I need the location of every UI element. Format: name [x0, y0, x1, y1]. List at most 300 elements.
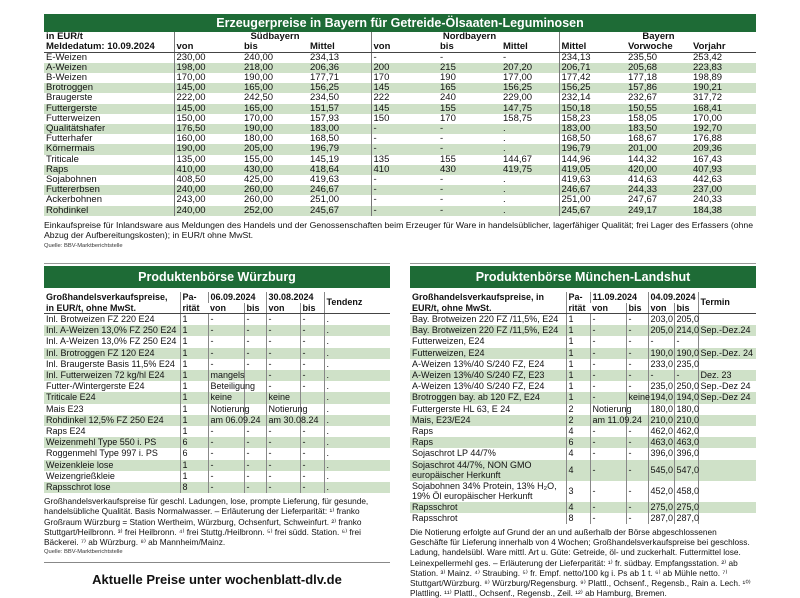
table-cell: 205,00: [244, 143, 274, 155]
table-cell: -: [244, 482, 266, 493]
table-cell: 1: [180, 381, 208, 392]
table-cell: 156,25: [503, 82, 533, 94]
table-cell: -: [590, 348, 626, 359]
produktenboerse-muenchen-landshut: [410, 263, 756, 598]
table-row: [410, 359, 756, 370]
muenchen-title: Produktenbörse München-Landshut: [410, 266, 756, 288]
table-cell: .: [324, 471, 390, 482]
table-row: [44, 381, 390, 392]
table-cell: 155,00: [244, 153, 274, 165]
table-cell: -: [626, 460, 648, 481]
table-row: [44, 359, 390, 370]
table-row: [44, 426, 390, 437]
table-cell: 251,00: [310, 194, 340, 206]
table-cell: 214,0: [674, 325, 698, 336]
table-cell: 170,00: [174, 73, 242, 83]
table-cell: -: [626, 426, 648, 437]
col-von: von: [590, 303, 626, 314]
table-cell: [698, 404, 756, 415]
table-cell: -: [300, 460, 324, 471]
table-cell: -: [440, 143, 444, 155]
table-cell: .: [324, 460, 390, 471]
table-cell: 1: [180, 426, 208, 437]
table-cell: 145,00: [174, 83, 242, 93]
table-cell: -: [590, 481, 626, 502]
table-row: [410, 415, 756, 426]
table-cell: -: [371, 175, 438, 185]
table-cell: 222: [371, 93, 438, 103]
table-cell: 205,0: [674, 314, 698, 326]
table-cell: -: [440, 194, 444, 206]
table-cell: 4: [566, 502, 590, 513]
table-cell: keine: [266, 392, 300, 403]
table-cell: [698, 437, 756, 448]
row-label: Raps: [46, 163, 69, 175]
table-cell: -: [266, 348, 300, 359]
row-label: A-Weizen 13%/40 S/240 FZ, E24: [412, 381, 545, 392]
table-cell: -: [626, 314, 648, 326]
table-cell: -: [208, 426, 244, 437]
table-cell: -: [590, 325, 626, 336]
header-row: [410, 292, 756, 303]
table-row: [410, 481, 756, 502]
table-cell: 215: [440, 61, 456, 73]
table-cell: [698, 460, 756, 481]
table-row: [410, 448, 756, 459]
table-cell: am 06.09.24: [208, 415, 244, 426]
row-label: Brotroggen bay. ab 120 FZ, E24: [412, 392, 540, 403]
table-cell: Notierung: [208, 404, 244, 415]
table-cell: [698, 513, 756, 524]
table-cell: 158,23: [559, 114, 626, 124]
table-cell: 151,57: [310, 102, 340, 114]
table-cell: 183,50: [628, 122, 658, 134]
col-von: von: [174, 42, 242, 52]
row-label: Weizenkleie lose: [46, 459, 114, 470]
table-cell: 4: [566, 426, 590, 437]
table-cell: -: [626, 348, 648, 359]
table-cell: .: [324, 448, 390, 459]
table-cell: 249,17: [628, 204, 658, 216]
table-cell: 1: [180, 314, 208, 326]
table-cell: 160,00: [174, 134, 242, 144]
row-label: A-Weizen 13%/40 S/240 FZ, E23: [412, 370, 545, 381]
table-cell: 194,0: [648, 392, 674, 403]
table-cell: 240,00: [174, 185, 242, 195]
table-cell: -: [208, 314, 244, 326]
row-label: Sojabohnen: [46, 173, 97, 185]
table-cell: 4: [566, 460, 590, 481]
row-label: A-Weizen 13%/40 S/240 FZ, E24: [412, 358, 545, 369]
row-label: Ackerbohnen: [46, 194, 102, 206]
table-row: [410, 404, 756, 415]
table-cell: -: [626, 381, 648, 392]
table-cell: 145: [371, 104, 438, 114]
table-cell: -: [300, 482, 324, 493]
table-row: [410, 502, 756, 513]
row-label: Rapsschrot lose: [46, 482, 111, 493]
table-cell: .: [324, 370, 390, 381]
table-cell: [698, 448, 756, 459]
table-cell: -: [266, 448, 300, 459]
table-cell: -: [208, 336, 244, 347]
table-cell: 196,79: [310, 143, 340, 155]
col-von: von: [208, 303, 244, 314]
wuerzburg-footnote: Großhandelsverkaufspreise für geschl. Ladungen, lose, prompte Lieferung, für gesunde, handelsübliche Qualität. Basis Normalwasser. – Erläuterung der Lieferparität: ¹⁾ franko Großraum Würzburg = Station Wertheim, Würzburg, Ochsenfurt, Schweinfurt. ²⁾ franko Stuttgart/Heilbronn. ³⁾ frei Heilbronn. ⁴⁾ frei Stuttg./Heilbronn. ⁵⁾ frei südd. Station. ⁶⁾ frei Bäckerei. ⁷⁾ ab Würzburg. ⁸⁾ ab Mannheim/Mainz.: [44, 496, 369, 548]
table-cell: 205,0: [648, 325, 674, 336]
col-von: von: [371, 42, 438, 52]
table-cell: 165,00: [244, 102, 274, 114]
row-label: Futtergerste: [46, 102, 98, 114]
table-cell: 229,00: [503, 92, 533, 104]
table-cell: 317,72: [693, 92, 723, 104]
row-label: Raps: [412, 426, 434, 437]
table-cell: 1: [180, 392, 208, 403]
table-cell: 442,63: [693, 173, 723, 185]
table-row: [410, 348, 756, 359]
row-label: Mais, E23/E24: [412, 414, 471, 425]
table-cell: 198,00: [174, 63, 242, 73]
table-cell: 170: [371, 73, 438, 83]
row-label: Futtergerste HL 63, E 24: [412, 403, 511, 414]
table-cell: -: [266, 460, 300, 471]
table-cell: [698, 415, 756, 426]
table-cell: -: [590, 381, 626, 392]
table-cell: 168,50: [559, 134, 626, 144]
table-row: [44, 336, 390, 347]
table-cell: -: [208, 348, 244, 359]
erzeugerpreise-footnote: Einkaufspreise für Inlandsware aus Meldungen des Handels und der Genossenschaften beim Erzeuger für Ware in handelsüblicher, lagerfähiger Qualität; frei Lager des Erfassers (ohne Abzug der Aufbereitungskosten); in EUR/t ohne MwSt.: [44, 219, 754, 241]
table-cell: -: [440, 51, 444, 63]
region-bayern-label: Bayern: [642, 31, 675, 42]
table-cell: -: [208, 460, 244, 471]
row-label: Raps E24: [46, 426, 86, 437]
row-label: Roggenmehl Type 997 i. PS: [46, 448, 158, 459]
wuerzburg-title: Produktenbörse Würzburg: [44, 266, 390, 288]
table-cell: Sep.-Dez.24: [698, 325, 756, 336]
col-von: von: [266, 303, 300, 314]
table-cell: 1: [180, 415, 208, 426]
col-date1: 06.09.2024: [208, 292, 266, 303]
row-label: Bay. Brotweizen 220 FZ /11,5%, E24: [412, 314, 559, 324]
table-cell: 177,18: [628, 71, 658, 83]
table-row: [44, 482, 390, 493]
table-cell: 275,0: [674, 502, 698, 513]
table-cell: 1: [566, 336, 590, 347]
table-row: [410, 381, 756, 392]
table-cell: 145,19: [310, 153, 340, 165]
table-row: [410, 392, 756, 403]
table-cell: 2: [566, 415, 590, 426]
table-cell: 194,0: [674, 392, 698, 403]
table-cell: 205,68: [628, 61, 658, 73]
table-cell: 177,71: [310, 71, 340, 83]
table-cell: .: [503, 173, 506, 185]
table-row: [44, 144, 756, 154]
table-cell: -: [590, 437, 626, 448]
table-cell: [698, 336, 756, 347]
table-cell: [698, 359, 756, 370]
table-cell: -: [300, 325, 324, 336]
table-cell: -: [244, 448, 266, 459]
row-label: Futterweizen, E24: [412, 347, 485, 358]
row-label: Futterweizen: [46, 112, 101, 124]
table-cell: .: [324, 426, 390, 437]
divider: [44, 562, 390, 563]
table-cell: 3: [566, 481, 590, 502]
table-cell: -: [300, 370, 324, 381]
table-cell: -: [626, 325, 648, 336]
table-cell: -: [590, 370, 626, 381]
table-cell: 234,13: [310, 51, 340, 63]
table-cell: 200: [371, 63, 438, 73]
table-cell: am 30.08.24: [266, 415, 300, 426]
table-cell: -: [208, 482, 244, 493]
table-cell: -: [300, 381, 324, 392]
table-cell: .: [324, 348, 390, 359]
table-cell: -: [266, 325, 300, 336]
table-cell: .: [324, 314, 390, 326]
row-label: B-Weizen: [46, 71, 88, 83]
table-cell: -: [300, 336, 324, 347]
table-cell: 1: [566, 381, 590, 392]
table-cell: [698, 502, 756, 513]
table-cell: 145,00: [174, 104, 242, 114]
table-cell: 396,0: [648, 448, 674, 459]
table-cell: 177,00: [503, 71, 533, 83]
row-label: Braugerste: [46, 92, 93, 104]
table-cell: 144,96: [559, 155, 626, 165]
table-row: [44, 325, 390, 336]
table-cell: 176,50: [174, 124, 242, 134]
table-cell: keine: [208, 392, 244, 403]
table-cell: 287,0: [648, 513, 674, 524]
col-mittel: Mittel: [308, 42, 371, 52]
table-cell: -: [590, 513, 626, 524]
table-cell: 150,18: [559, 104, 626, 114]
table-cell: 260,00: [244, 194, 274, 206]
table-cell: .: [324, 482, 390, 493]
table-cell: 158,75: [503, 112, 533, 124]
table-cell: 209,36: [693, 143, 723, 155]
row-label: Rapsschrot: [412, 501, 458, 512]
table-cell: 1: [566, 359, 590, 370]
table-cell: -: [266, 370, 300, 381]
table-cell: 198,89: [693, 71, 723, 83]
table-cell: .: [503, 184, 506, 196]
table-cell: 218,00: [244, 61, 274, 73]
table-cell: -: [440, 173, 444, 185]
table-cell: 408,50: [174, 175, 242, 185]
table-cell: 176,88: [693, 133, 723, 145]
table-cell: 287,0: [674, 513, 698, 524]
table-cell: 235,0: [648, 381, 674, 392]
table-cell: .: [324, 325, 390, 336]
table-cell: 135: [371, 155, 438, 165]
table-cell: keine: [626, 392, 648, 403]
row-label: Sojaschrot LP 44/7%: [412, 448, 496, 459]
row-label: Inl. A-Weizen 13,0% FZ 250 E24: [46, 325, 177, 336]
table-cell: -: [440, 184, 444, 196]
table-cell: Sep.-Dez 24: [698, 392, 756, 403]
table-cell: 232,67: [628, 92, 658, 104]
table-cell: 252,00: [244, 204, 274, 216]
col-date2: 04.09.2024: [648, 292, 698, 303]
table-cell: 462,0: [674, 426, 698, 437]
table-cell: -: [244, 471, 266, 482]
table-cell: 240: [440, 92, 456, 104]
table-cell: 190,00: [244, 71, 274, 83]
table-cell: -: [590, 426, 626, 437]
col-bis: bis: [300, 303, 324, 314]
table-cell: 243,00: [174, 195, 242, 205]
table-cell: -: [266, 426, 300, 437]
table-cell: -: [626, 481, 648, 502]
table-cell: -: [208, 325, 244, 336]
erzeugerpreise-table: [44, 32, 756, 216]
table-cell: 240,00: [174, 206, 242, 216]
table-cell: -: [266, 359, 300, 370]
region-south-label: Südbayern: [250, 31, 300, 42]
table-row: [410, 325, 756, 336]
col-date1: 11.09.2024: [590, 292, 648, 303]
table-row: [44, 437, 390, 448]
table-cell: 144,32: [628, 153, 658, 165]
table-cell: 245,67: [559, 206, 626, 216]
table-cell: 418,64: [310, 163, 340, 175]
table-cell: -: [590, 502, 626, 513]
col-termin: Termin: [698, 292, 756, 314]
row-label: Rohdinkel 12,5% FZ 250 E24: [46, 414, 164, 425]
table-cell: 234,50: [310, 92, 340, 104]
table-cell: 419,63: [310, 173, 340, 185]
table-cell: 1: [180, 348, 208, 359]
table-cell: 156,25: [310, 82, 340, 94]
table-cell: 545,0: [648, 460, 674, 481]
table-cell: 420,00: [628, 163, 658, 175]
table-row: [410, 314, 756, 326]
table-cell: 275,0: [648, 502, 674, 513]
table-cell: -: [300, 348, 324, 359]
table-cell: -: [244, 359, 266, 370]
table-cell: 1: [180, 404, 208, 415]
table-cell: -: [626, 359, 648, 370]
table-cell: -: [371, 124, 438, 134]
table-cell: -: [244, 426, 266, 437]
table-cell: .: [324, 437, 390, 448]
table-cell: .: [503, 133, 506, 145]
table-cell: -: [440, 204, 444, 216]
col-mittel: Mittel: [559, 42, 626, 52]
col-paritaet: Pa-rität: [180, 292, 208, 314]
table-cell: 190: [440, 71, 456, 83]
table-cell: -: [266, 381, 300, 392]
table-cell: 177,42: [559, 73, 626, 83]
table-cell: 1: [180, 471, 208, 482]
col-vorjahr: Vorjahr: [691, 42, 756, 52]
col-von: von: [648, 303, 674, 314]
table-cell: 168,41: [693, 102, 723, 114]
table-cell: -: [244, 348, 266, 359]
table-cell: 144,67: [503, 153, 533, 165]
table-cell: 8: [180, 482, 208, 493]
table-cell: [244, 370, 266, 381]
row-label: E-Weizen: [46, 51, 88, 63]
table-cell: 419,05: [559, 165, 626, 175]
table-cell: -: [371, 206, 438, 216]
table-row: [410, 460, 756, 481]
table-cell: -: [371, 185, 438, 195]
table-cell: 170: [440, 112, 456, 124]
table-cell: -: [590, 336, 626, 347]
table-cell: 167,43: [693, 153, 723, 165]
table-cell: 419,75: [503, 163, 533, 175]
table-cell: Notierung: [266, 404, 300, 415]
table-cell: 247,67: [628, 194, 658, 206]
table-cell: 190,00: [174, 144, 242, 154]
table-cell: -: [244, 437, 266, 448]
col-mittel: Mittel: [501, 42, 559, 52]
table-cell: -: [371, 52, 438, 63]
table-cell: 410: [371, 165, 438, 175]
col-description: Großhandelsverkaufspreise, in EUR/t, ohne MwSt.: [410, 292, 566, 314]
table-cell: [300, 392, 324, 403]
row-label: Triticale: [46, 153, 79, 165]
table-cell: 183,00: [310, 122, 340, 134]
source-note: Quelle: BBV-Marktberichtstelle: [44, 549, 123, 556]
table-cell: -: [208, 359, 244, 370]
table-cell: 463,0: [648, 437, 674, 448]
table-cell: -: [590, 392, 626, 403]
table-row: [410, 513, 756, 524]
col-bis: bis: [438, 42, 501, 52]
table-cell: 168,67: [628, 133, 658, 145]
table-cell: 190,0: [674, 348, 698, 359]
table-cell: -: [440, 133, 444, 145]
col-bis: bis: [242, 42, 308, 52]
table-cell: -: [590, 359, 626, 370]
table-cell: 6: [180, 437, 208, 448]
meldedatum-label: Meldedatum: 10.09.2024: [44, 42, 174, 52]
table-cell: 170,00: [693, 112, 723, 124]
table-cell: Sep.-Dez. 24: [698, 348, 756, 359]
table-cell: 1: [566, 325, 590, 336]
table-row: [44, 404, 390, 415]
table-cell: 8: [566, 513, 590, 524]
col-vorwoche: Vorwoche: [626, 42, 691, 52]
table-cell: -: [266, 471, 300, 482]
region-north-label: Nordbayern: [442, 31, 497, 42]
table-cell: 246,67: [310, 184, 340, 196]
table-cell: -: [300, 426, 324, 437]
table-cell: -: [626, 336, 648, 347]
website-link[interactable]: Aktuelle Preise unter wochenblatt-dlv.de: [92, 572, 342, 587]
table-row: [410, 336, 756, 347]
table-cell: 184,38: [693, 204, 723, 216]
table-cell: 165: [440, 82, 456, 94]
table-cell: -: [244, 314, 266, 326]
muenchen-footnote: Die Notierung erfolgte auf Grund der an und außerhalb der Börse abgeschlossenen Geschäfte für Lieferung innerhalb von 4 Wochen; Großhandelsverkaufspreise bei geschloss. Ladung, handelsübl. Ware mittl. Art u. Güte: Getreide, öl- und zuckerhalt. Futtermittel lose. Leinexpellermehl ges. – Erläuterung der Lieferparität: ¹⁾ fr. südbay. Empfangsstation. ²⁾ ab Station. ³⁾ Mainz. ⁴⁾ Straubing. ⁵⁾ fr. Empf. netto/100 kg i. Ps ab 1 t. ⁶⁾ ab Mühle netto. ⁷⁾ Stuttgart/Würzburg. ⁸⁾ Würzburg/Regensburg. ⁹⁾ Plattl., Ochsenf., Regensb., Rain a. Lech. ¹⁰⁾ Plattling. ¹¹⁾ Plattl., Ochsenf., Regensb., Zeil. ¹²⁾ ab Hamburg, Bremen.: [410, 527, 751, 598]
table-cell: -: [371, 134, 438, 144]
table-cell: 147,75: [503, 102, 533, 114]
table-row: [410, 437, 756, 448]
table-cell: 6: [566, 437, 590, 448]
row-label: Raps: [412, 437, 434, 448]
table-cell: 463,0: [674, 437, 698, 448]
table-cell: -: [244, 336, 266, 347]
table-cell: -: [440, 122, 444, 134]
table-row: [44, 370, 390, 381]
